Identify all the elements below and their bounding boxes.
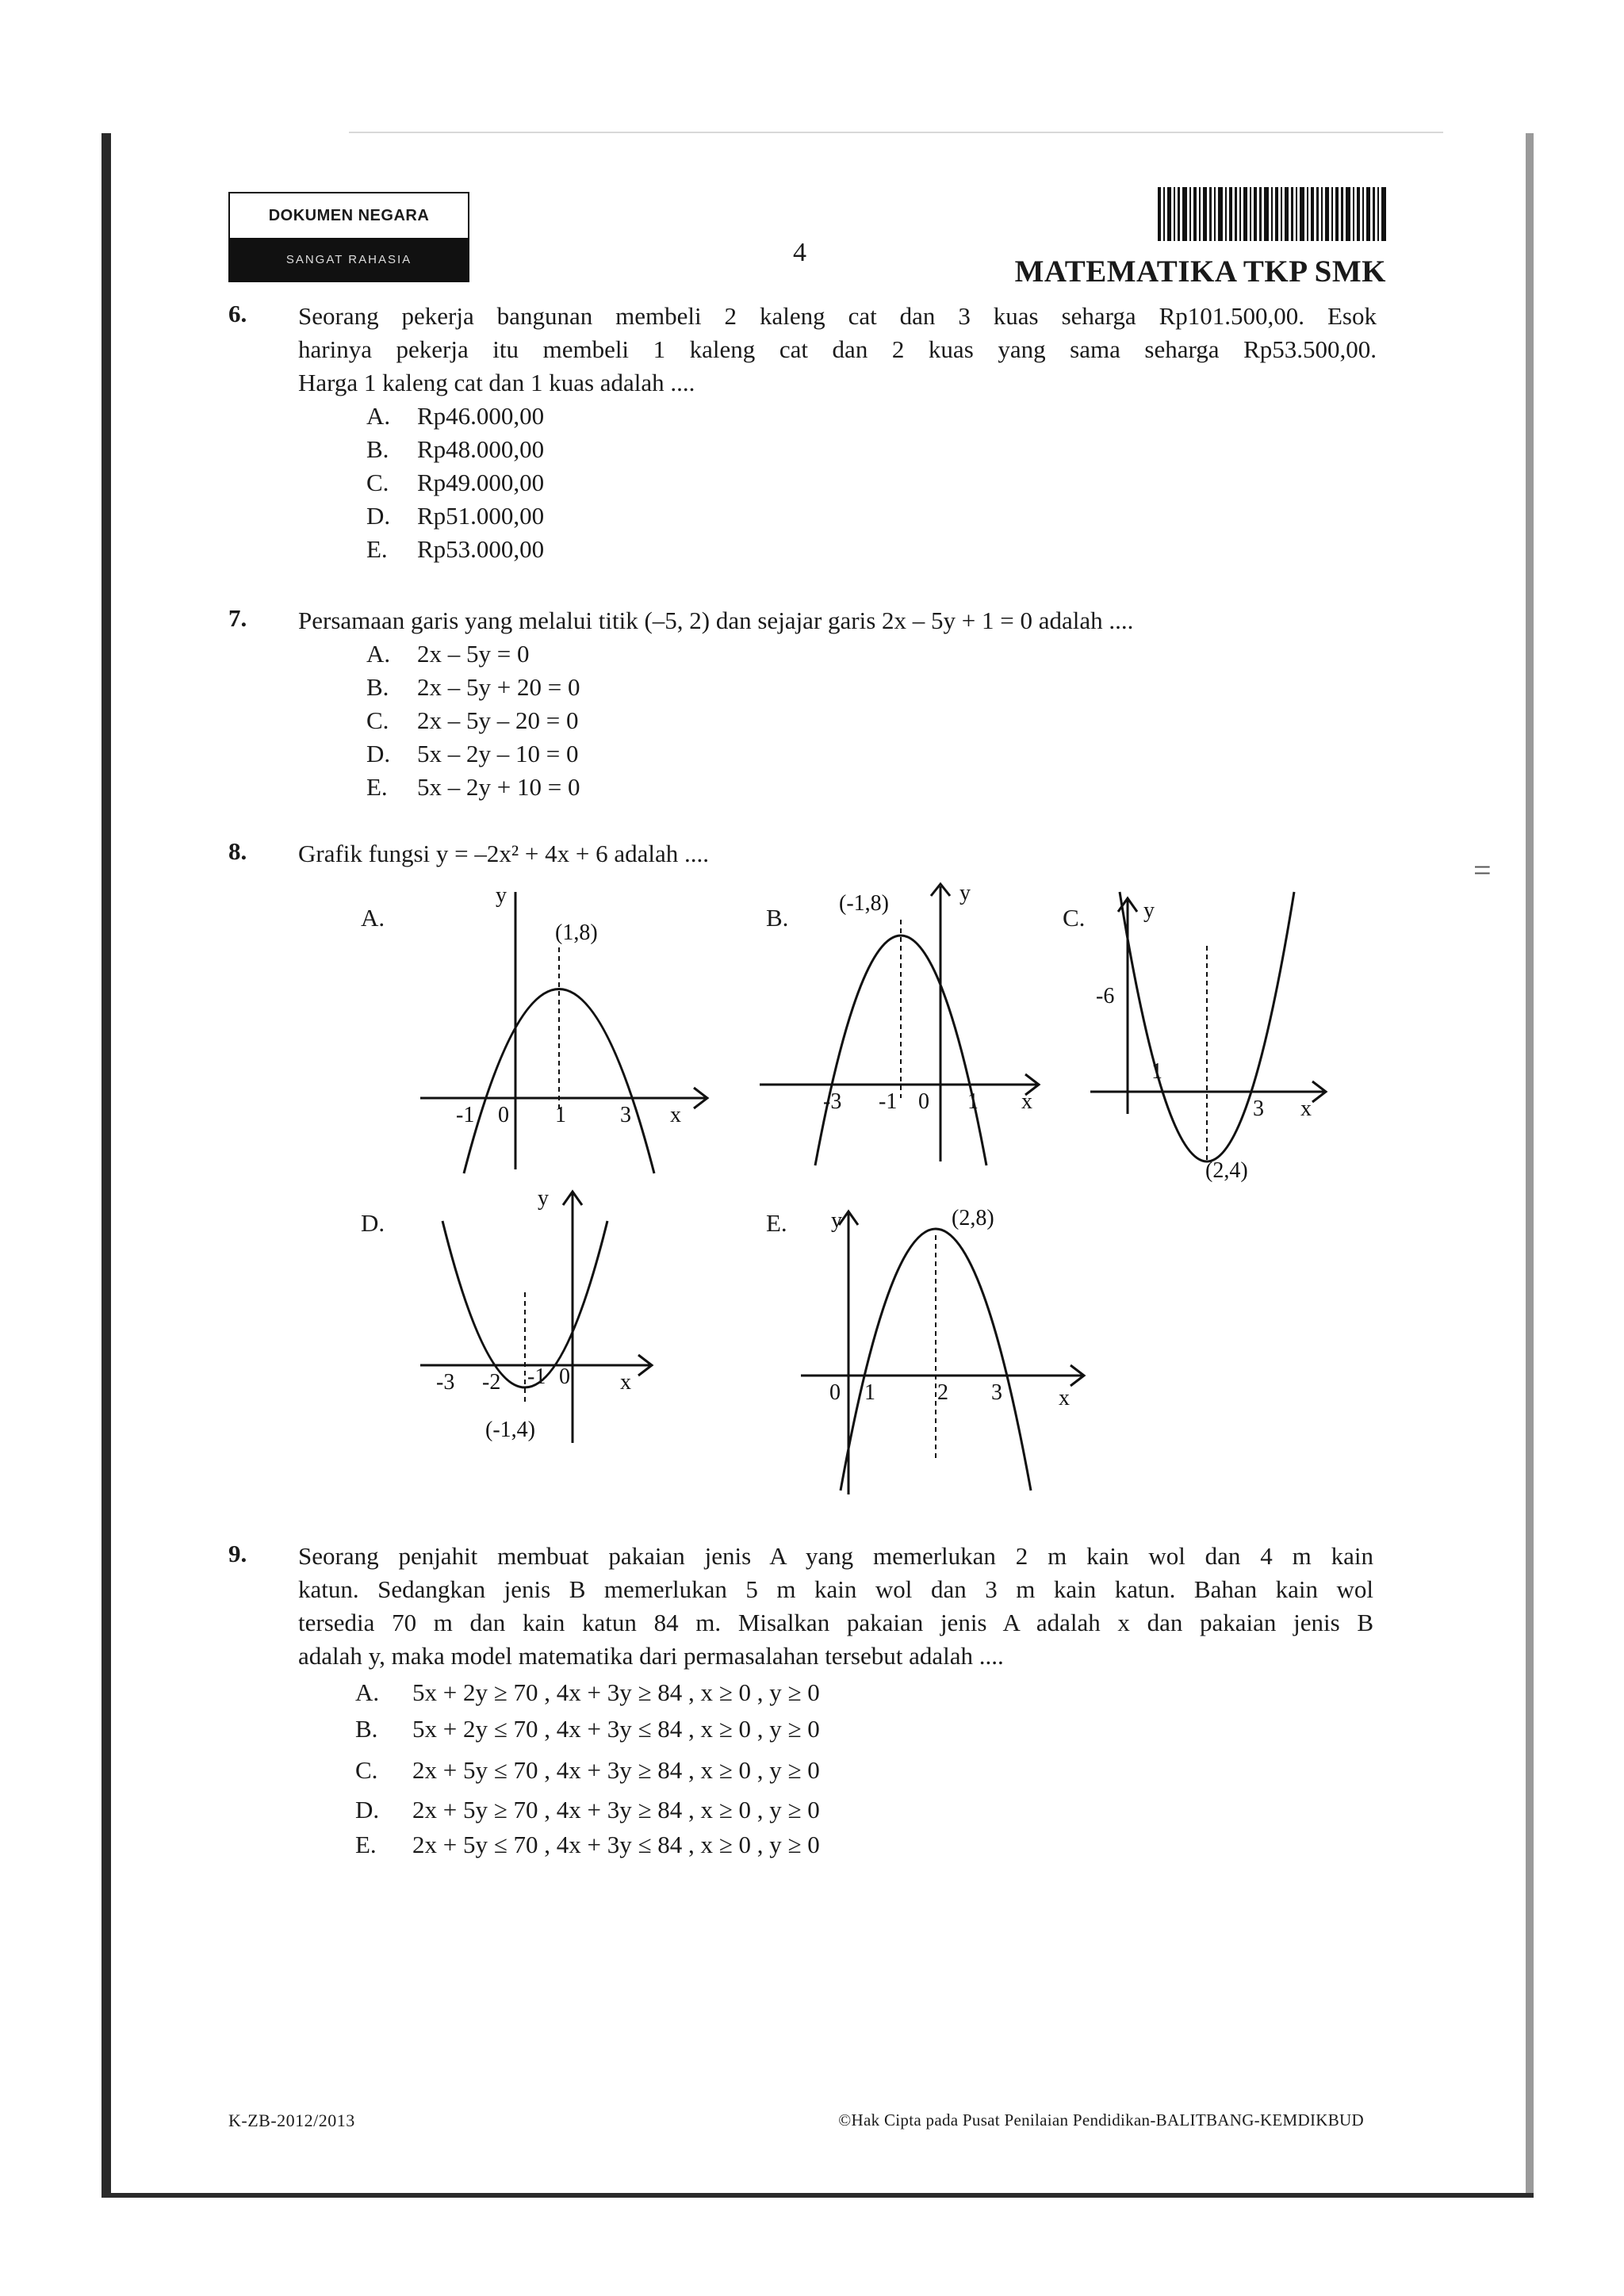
- q7-option-c[interactable]: [366, 704, 578, 737]
- graph-b-tick-1: -3: [823, 1089, 842, 1114]
- footer-code: K-ZB-2012/2013: [228, 2110, 355, 2130]
- question-9-number: 9.: [228, 1540, 247, 1567]
- q9-option-a[interactable]: [355, 1676, 820, 1709]
- q9-option-e-label: E.: [355, 1831, 377, 1858]
- scan-top-edge: [349, 132, 1443, 133]
- q7-option-c-label: C.: [366, 706, 389, 734]
- question-6-line-3: Harga 1 kaleng cat dan 1 kuas adalah ....: [298, 369, 695, 396]
- graph-c-tick-2: 3: [1253, 1096, 1264, 1121]
- graph-e[interactable]: [801, 1197, 1102, 1498]
- graph-b-tick-4: 1: [967, 1089, 979, 1114]
- q6-option-a[interactable]: [366, 400, 544, 433]
- graph-b-tick-2: -1: [879, 1089, 898, 1114]
- question-7-text: Persamaan garis yang melalui titik (–5, 2) dan sejajar garis 2x – 5y + 1 = 0 adalah ....: [298, 607, 1134, 634]
- graph-c[interactable]: [1086, 884, 1340, 1185]
- graph-e-y-label: y: [831, 1208, 842, 1233]
- question-8-number: 8.: [228, 837, 247, 865]
- graph-d-tick-4: 0: [559, 1364, 570, 1389]
- graph-a-x-label: x: [670, 1103, 681, 1127]
- question-6-text: [298, 300, 1377, 400]
- graph-c-label[interactable]: C.: [1063, 904, 1086, 932]
- question-8-text: Grafik fungsi y = –2x² + 4x + 6 adalah ....: [298, 840, 710, 867]
- graph-e-tick-3: 2: [937, 1380, 948, 1405]
- graph-b-vertex-label: (-1,8): [839, 891, 889, 916]
- q6-option-d-label: D.: [366, 502, 391, 530]
- page-number: 4: [793, 238, 806, 267]
- scan-margin-mark: =: [1473, 852, 1492, 888]
- q9-option-c-label: C.: [355, 1756, 378, 1784]
- question-6-line-2: harinya pekerja itu membeli 1 kaleng cat dan 2 kuas yang sama seharga Rp53.500,00.: [298, 335, 1377, 363]
- q9-option-d[interactable]: [355, 1793, 820, 1827]
- q6-option-e-label: E.: [366, 535, 388, 563]
- graph-a-tick-4: 3: [620, 1103, 631, 1127]
- scan-left-edge: [102, 133, 111, 2198]
- subject-title: MATEMATIKA TKP SMK: [1014, 254, 1386, 289]
- graph-e-label[interactable]: E.: [766, 1209, 787, 1237]
- graph-a-label[interactable]: A.: [361, 904, 385, 932]
- question-9-line-2: katun. Sedangkan jenis B memerlukan 5 m kain wol dan 3 m kain katun. Bahan kain wol: [298, 1575, 1373, 1603]
- graph-a-tick-2: 0: [498, 1103, 509, 1127]
- q6-option-e[interactable]: [366, 533, 544, 566]
- q6-option-e-text: Rp53.000,00: [417, 535, 545, 563]
- doc-box-top: DOKUMEN NEGARA: [268, 206, 430, 224]
- q7-option-d-text: 5x – 2y – 10 = 0: [417, 740, 579, 767]
- graph-c-y-label: y: [1143, 898, 1155, 923]
- q7-option-c-text: 2x – 5y – 20 = 0: [417, 706, 579, 734]
- q7-option-d[interactable]: [366, 737, 578, 771]
- question-9-line-1: Seorang penjahit membuat pakaian jenis A yang memerlukan 2 m kain wol dan 4 m kain: [298, 1542, 1373, 1570]
- q7-option-d-label: D.: [366, 740, 391, 767]
- q7-option-b-label: B.: [366, 673, 389, 701]
- question-6-number: 6.: [228, 300, 247, 327]
- graph-e-tick-4: 3: [991, 1380, 1002, 1405]
- q9-option-d-label: D.: [355, 1796, 380, 1823]
- document-classification-box: [228, 192, 469, 282]
- q9-option-c-text: 2x + 5y ≤ 70 , 4x + 3y ≥ 84 , x ≥ 0 , y ≥ 0: [412, 1756, 820, 1784]
- q6-option-c-text: Rp49.000,00: [417, 469, 545, 496]
- q6-option-d-text: Rp51.000,00: [417, 502, 545, 530]
- question-9-text: [298, 1540, 1373, 1673]
- question-6-line-1: Seorang pekerja bangunan membeli 2 kaleng cat dan 3 kuas seharga Rp101.500,00. Esok: [298, 302, 1377, 330]
- q7-option-e[interactable]: [366, 771, 580, 804]
- q6-option-c-label: C.: [366, 469, 389, 496]
- graph-c-x-label: x: [1300, 1096, 1312, 1121]
- q7-option-a-label: A.: [366, 640, 391, 668]
- graph-e-x-label: x: [1059, 1386, 1070, 1410]
- q7-option-b[interactable]: [366, 671, 580, 704]
- q6-option-b[interactable]: [366, 433, 544, 466]
- scan-right-edge: [1526, 133, 1534, 2198]
- graph-e-tick-1: 0: [829, 1380, 841, 1405]
- graph-a[interactable]: [412, 880, 714, 1173]
- q6-option-b-text: Rp48.000,00: [417, 435, 545, 463]
- graph-e-tick-2: 1: [864, 1380, 875, 1405]
- scan-bottom-edge: [102, 2193, 1534, 2198]
- graph-a-y-label: y: [496, 883, 507, 908]
- graph-c-y-tick: -6: [1096, 984, 1115, 1008]
- q9-option-c[interactable]: [355, 1754, 820, 1787]
- graph-b-x-label: x: [1021, 1089, 1032, 1114]
- question-7-number: 7.: [228, 604, 247, 632]
- q9-option-b-text: 5x + 2y ≤ 70 , 4x + 3y ≤ 84 , x ≥ 0 , y ≥ 0: [412, 1715, 820, 1743]
- q9-option-a-label: A.: [355, 1678, 380, 1706]
- question-9-line-4: adalah y, maka model matematika dari permasalahan tersebut adalah ....: [298, 1642, 1004, 1670]
- graph-c-vertex-label: (2,4): [1205, 1158, 1248, 1183]
- graph-b[interactable]: [760, 872, 1061, 1165]
- q9-option-a-text: 5x + 2y ≥ 70 , 4x + 3y ≥ 84 , x ≥ 0 , y ≥ 0: [412, 1678, 820, 1706]
- q9-option-d-text: 2x + 5y ≥ 70 , 4x + 3y ≥ 84 , x ≥ 0 , y ≥ 0: [412, 1796, 820, 1823]
- graph-b-y-label: y: [959, 881, 971, 905]
- q7-option-e-label: E.: [366, 773, 388, 801]
- graph-c-tick-1: 1: [1151, 1059, 1162, 1084]
- q7-option-a[interactable]: [366, 637, 529, 671]
- graph-d-label[interactable]: D.: [361, 1209, 385, 1237]
- graph-b-tick-3: 0: [918, 1089, 929, 1114]
- q7-option-a-text: 2x – 5y = 0: [417, 640, 530, 668]
- graph-d-tick-3: -1: [527, 1364, 546, 1389]
- graph-e-vertex-label: (2,8): [952, 1206, 994, 1230]
- graph-d-y-label: y: [538, 1186, 549, 1211]
- barcode-image: [1158, 187, 1388, 241]
- q6-option-b-label: B.: [366, 435, 389, 463]
- q6-option-a-label: A.: [366, 402, 391, 430]
- q6-option-c[interactable]: [366, 466, 544, 499]
- graph-d-x-label: x: [620, 1370, 631, 1395]
- question-9-line-3: tersedia 70 m dan kain katun 84 m. Misalkan pakaian jenis A adalah x dan pakaian jenis B: [298, 1609, 1373, 1636]
- graph-d[interactable]: [412, 1181, 666, 1459]
- q9-option-e[interactable]: [355, 1828, 820, 1862]
- graph-a-vertex-label: (1,8): [555, 920, 598, 945]
- graph-a-tick-3: 1: [555, 1103, 566, 1127]
- graph-d-vertex-label: (-1,4): [485, 1418, 535, 1442]
- doc-box-bottom: SANGAT RAHASIA: [230, 238, 468, 281]
- graph-d-tick-2: -2: [482, 1370, 501, 1395]
- q7-option-e-text: 5x – 2y + 10 = 0: [417, 773, 580, 801]
- footer-copyright: ©Hak Cipta pada Pusat Penilaian Pendidikan-BALITBANG-KEMDIKBUD: [838, 2110, 1364, 2130]
- q7-option-b-text: 2x – 5y + 20 = 0: [417, 673, 580, 701]
- graph-a-tick-1: -1: [456, 1103, 475, 1127]
- q9-option-b-label: B.: [355, 1715, 378, 1743]
- q6-option-d[interactable]: [366, 499, 544, 533]
- graph-d-tick-1: -3: [436, 1370, 455, 1395]
- q9-option-e-text: 2x + 5y ≤ 70 , 4x + 3y ≤ 84 , x ≥ 0 , y ≥ 0: [412, 1831, 820, 1858]
- graph-b-label[interactable]: B.: [766, 904, 789, 932]
- q6-option-a-text: Rp46.000,00: [417, 402, 545, 430]
- q9-option-b[interactable]: [355, 1712, 820, 1746]
